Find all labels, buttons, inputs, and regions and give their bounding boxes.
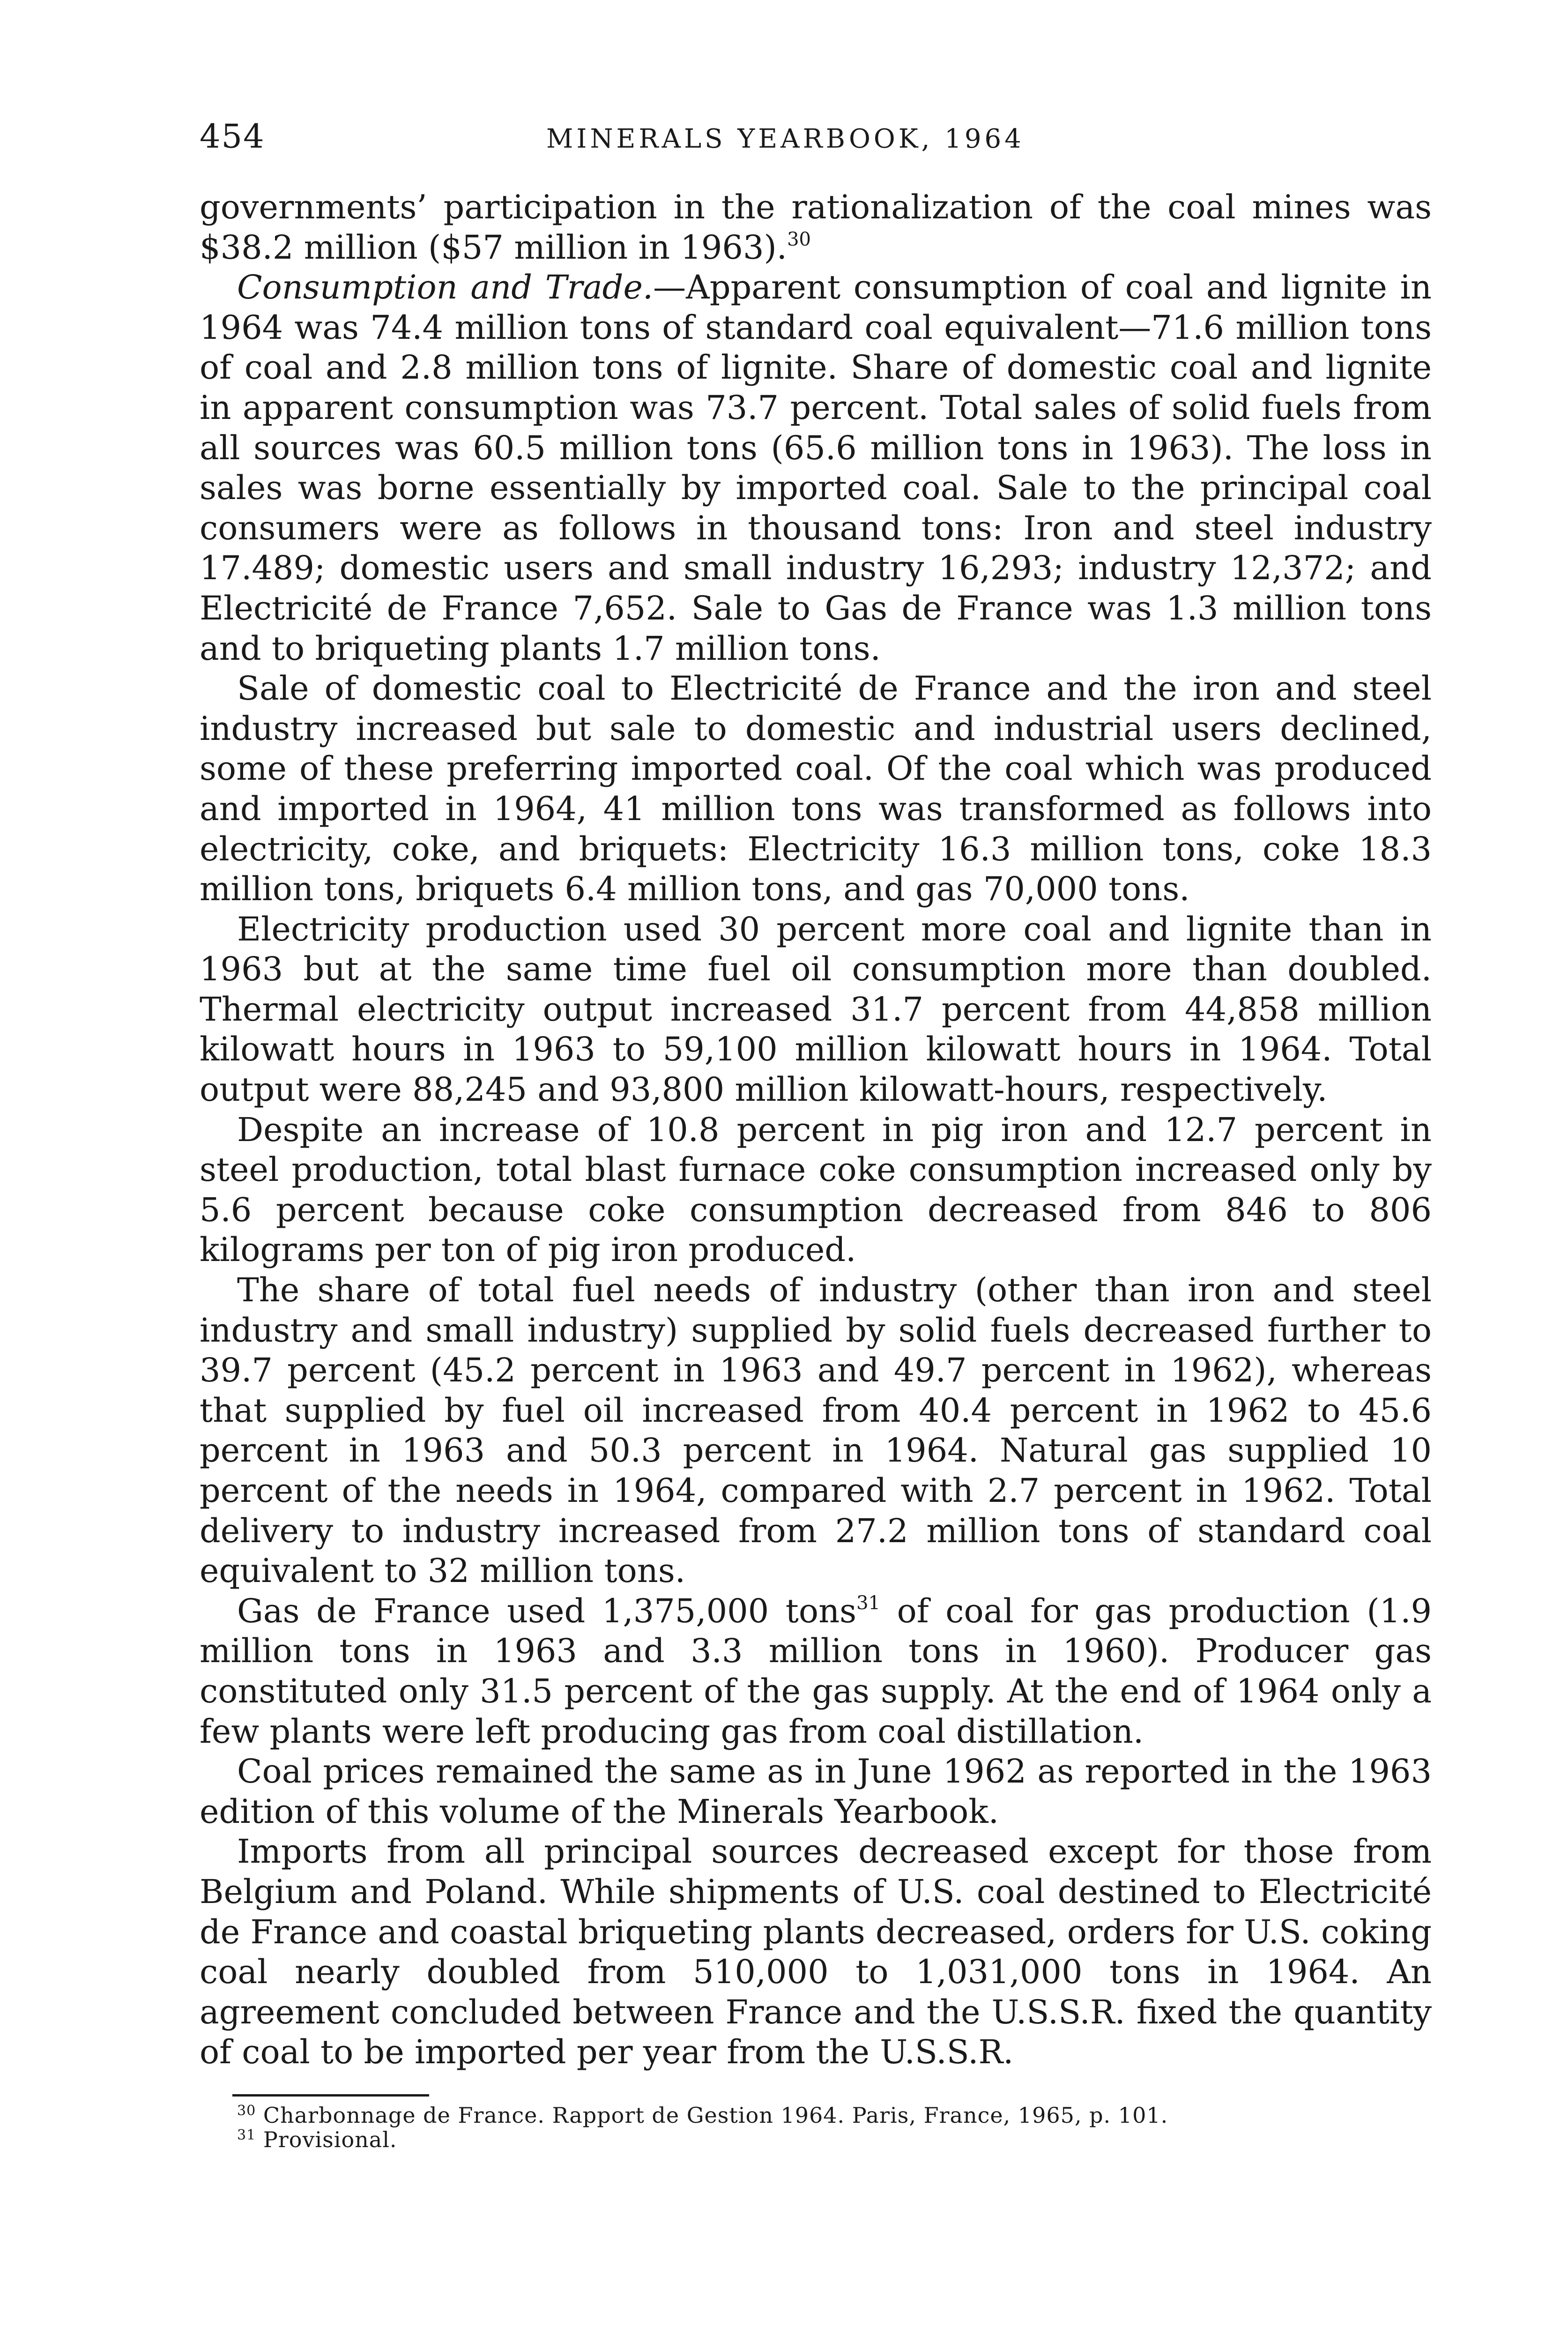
paragraph-coal-prices <box>200 1752 1432 1832</box>
section-runin-heading: Consumption and Trade. <box>237 268 654 307</box>
footnote-text: Charbonnage de France. Rapport de Gestion 1964. Paris, France, 1965, p. 101. <box>263 2102 1168 2128</box>
footnotes <box>237 2103 1432 2152</box>
paragraph-text: The share of total fuel needs of industry (other than iron and steel industry and small industry) supplied by solid fuels decreased further to 39.7 percent (45.2 percent in 1963 and 49.7 percent in 1962), whereas that supplied by fuel oil increased from 40.4 percent in 1962 to 45.6 percent in 1963 and 50.3 percent in 1964. Natural gas supplied 10 percent of the needs in 1964, compared with 2.7 percent in 1962. Total delivery to industry increased from 27.2 million tons of standard coal equivalent to 32 million tons. <box>200 1271 1432 1590</box>
footnote-ref-30: 30 <box>787 228 811 250</box>
body-text <box>200 187 1432 2073</box>
paragraph-electricity-production <box>200 910 1432 1110</box>
document-page <box>200 117 1432 2152</box>
running-title: MINERALS YEARBOOK, 1964 <box>546 124 1025 154</box>
paragraph-text: Gas de France used 1,375,000 tons <box>237 1591 857 1630</box>
paragraph-text: governments’ participation in the rationalization of the coal mines was $38.2 million ($57 million in 1963). <box>200 188 1432 267</box>
paragraph-imports <box>200 1832 1432 2073</box>
paragraph-text: Electricity production used 30 percent more coal and lignite than in 1963 but at the same time fuel oil consumption more than doubled. Thermal electricity output increased 31.7 percent from 44,858 million kilowatt hours in 1963 to 59,100 million kilowatt hours in 1964. Total output were 88,245 and 93,800 million kilowatt-hours, respectively. <box>200 910 1432 1109</box>
paragraph-domestic-coal-sales <box>200 669 1432 910</box>
paragraph-consumption-and-trade <box>200 268 1432 669</box>
footnote-ref-31: 31 <box>856 1592 880 1614</box>
paragraph-continuation <box>200 187 1432 268</box>
paragraph-gas-de-france <box>200 1591 1432 1752</box>
paragraph-text: Coal prices remained the same as in June 1962 as reported in the 1963 edition of this volume of the Minerals Yearbook. <box>200 1752 1432 1831</box>
paragraph-pig-iron-steel <box>200 1110 1432 1270</box>
paragraph-text: Despite an increase of 10.8 percent in pig iron and 12.7 percent in steel production, total blast furnace coke consumption increased only by 5.6 percent because coke consumption decreased from 846 to 806 kilograms per ton of pig iron produced. <box>200 1110 1432 1269</box>
footnote-divider <box>232 2094 429 2097</box>
footnote-mark: 30 <box>237 2102 256 2119</box>
paragraph-text: of coal for gas production (1.9 million tons in 1963 and 3.3 million tons in 1960). Producer gas constituted only 31.5 percent of the gas supply. At the end of 1964 only a few plants were left producing gas from coal distillation. <box>200 1591 1432 1751</box>
footnote <box>237 2103 1432 2127</box>
running-head <box>200 117 1432 164</box>
footnote-mark: 31 <box>237 2127 256 2143</box>
paragraph-text: Sale of domestic coal to Electricité de France and the iron and steel industry increased but sale to domestic and industrial users declined, some of these preferring imported coal. Of the coal which was produced and imported in 1964, 41 million tons was transformed as follows into electricity, coke, and briquets: Electricity 16.3 million tons, coke 18.3 million tons, briquets 6.4 million tons, and gas 70,000 tons. <box>200 669 1432 909</box>
page-number: 454 <box>200 117 265 156</box>
paragraph-text: Imports from all principal sources decreased except for those from Belgium and Poland. While shipments of U.S. coal destined to Electricité de France and coastal briqueting plants decreased, orders for U.S. coking coal nearly doubled from 510,000 to 1,031,000 tons in 1964. An agreement concluded between France and the U.S.S.R. fixed the quantity of coal to be imported per year from the U.S.S.R. <box>200 1832 1432 2072</box>
paragraph-industry-fuel-share <box>200 1270 1432 1591</box>
paragraph-text: —Apparent consumption of coal and lignite in 1964 was 74.4 million tons of standard coal equivalent—71.6 million tons of coal and 2.8 million tons of lignite. Share of domestic coal and lignite in apparent consumption was 73.7 percent. Total sales of solid fuels from all sources was 60.5 million tons (65.6 million tons in 1963). The loss in sales was borne essentially by imported coal. Sale to the principal coal consumers were as follows in thousand tons: Iron and steel industry 17.489; domestic users and small industry 16,293; industry 12,372; and Electricité de France 7,652. Sale to Gas de France was 1.3 million tons and to briqueting plants 1.7 million tons. <box>200 268 1432 668</box>
footnote <box>237 2127 1432 2152</box>
footnote-text: Provisional. <box>263 2127 397 2152</box>
